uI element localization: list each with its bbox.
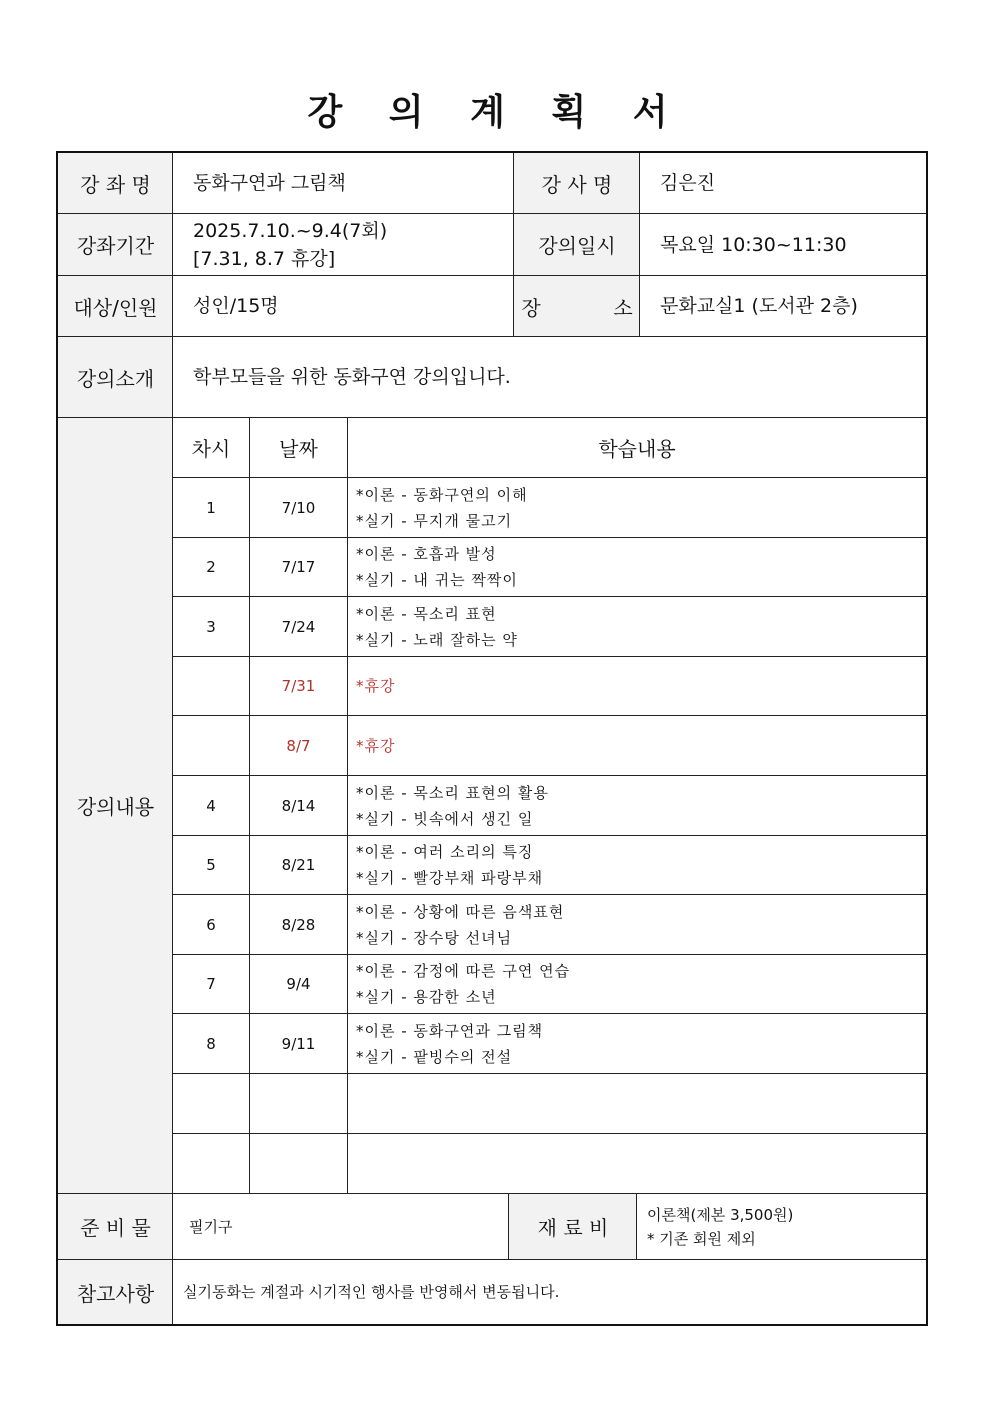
schedule-value: 목요일 10:30~11:30 bbox=[660, 233, 847, 256]
lesson-date bbox=[250, 1134, 347, 1192]
lesson-content bbox=[348, 478, 926, 537]
intro-value: 학부모들을 위한 동화구연 강의입니다. bbox=[193, 366, 511, 388]
label-schedule: 강의일시 bbox=[514, 214, 640, 275]
grid-line-v bbox=[636, 1194, 637, 1259]
grid-line-h bbox=[58, 1193, 926, 1194]
lesson-line1: *이론 - 호흡과 발성 bbox=[356, 545, 497, 563]
lesson-session: 4 bbox=[206, 796, 216, 815]
grid-line-v bbox=[347, 418, 348, 1193]
grid-line-h bbox=[173, 954, 926, 955]
target-value: 성인/15명 bbox=[193, 295, 279, 317]
grid-line-h bbox=[173, 537, 926, 538]
lesson-date: 9/4 bbox=[286, 975, 311, 993]
lesson-session bbox=[173, 716, 249, 775]
lesson-line2: *실기 - 용감한 소년 bbox=[356, 988, 497, 1006]
grid-line-v bbox=[513, 153, 514, 336]
lesson-line1: *이론 - 감정에 따른 구연 연습 bbox=[356, 962, 571, 980]
grid-line-h bbox=[173, 835, 926, 836]
grid-line-h bbox=[173, 775, 926, 776]
lesson-line1: *이론 - 여러 소리의 특징 bbox=[356, 843, 534, 861]
label-content: 강의내용 bbox=[58, 418, 173, 1193]
grid-line-v bbox=[249, 418, 250, 1193]
material-fee-line1: 이론책(제본 3,500원) bbox=[647, 1205, 794, 1224]
grid-line-h bbox=[58, 417, 926, 418]
lesson-line2: *실기 - 팥빙수의 전설 bbox=[356, 1047, 513, 1066]
grid-line-h bbox=[58, 1259, 926, 1260]
lesson-content bbox=[348, 836, 926, 894]
lesson-session bbox=[173, 1134, 249, 1192]
lesson-line1: *휴강 bbox=[356, 736, 396, 755]
place-value: 문화교실1 (도서관 2층) bbox=[660, 295, 858, 317]
lesson-content bbox=[348, 597, 926, 656]
label-supplies: 준 비 물 bbox=[58, 1194, 173, 1259]
header-content: 학습내용 bbox=[598, 437, 676, 461]
instructor-value: 김은진 bbox=[660, 172, 716, 194]
notes-value: 실기동화는 계절과 시기적인 행사를 반영해서 변동됩니다. bbox=[183, 1283, 560, 1301]
grid-line-v bbox=[508, 1194, 509, 1259]
grid-line-h bbox=[173, 1133, 926, 1134]
lesson-session: 1 bbox=[206, 498, 216, 517]
grid-line-h bbox=[58, 275, 926, 276]
lesson-content bbox=[348, 657, 926, 715]
lesson-date: 8/14 bbox=[281, 796, 316, 815]
lesson-date: 9/11 bbox=[281, 1034, 316, 1053]
lesson-date bbox=[250, 1074, 347, 1133]
grid-line-h bbox=[58, 213, 926, 214]
lesson-content bbox=[348, 538, 926, 596]
header-date: 날짜 bbox=[279, 437, 318, 461]
lesson-date: 7/10 bbox=[281, 498, 316, 517]
label-material-fee: 재 료 비 bbox=[509, 1194, 637, 1259]
grid-line-h bbox=[58, 336, 926, 337]
period-line2: [7.31, 8.7 휴강] bbox=[193, 247, 336, 270]
lesson-date: 7/17 bbox=[281, 558, 316, 576]
lesson-session: 2 bbox=[206, 558, 216, 576]
lesson-session bbox=[173, 657, 249, 715]
lesson-line2: *실기 - 무지개 물고기 bbox=[356, 511, 513, 530]
label-instructor: 강 사 명 bbox=[514, 153, 640, 213]
grid-line-h bbox=[173, 1073, 926, 1074]
lesson-session: 6 bbox=[206, 915, 216, 934]
lesson-line1: *이론 - 동화구연과 그림책 bbox=[356, 1021, 544, 1040]
lesson-session: 8 bbox=[206, 1034, 216, 1053]
lesson-content bbox=[348, 776, 926, 835]
grid-line-h bbox=[173, 715, 926, 716]
lesson-date: 7/24 bbox=[281, 617, 316, 636]
lesson-line1: *이론 - 목소리 표현 bbox=[356, 604, 497, 623]
grid-line-v bbox=[172, 153, 173, 1324]
lesson-line1: *이론 - 목소리 표현의 활용 bbox=[356, 783, 549, 802]
period-value bbox=[173, 214, 513, 275]
label-intro: 강의소개 bbox=[58, 337, 173, 417]
label-course-name: 강 좌 명 bbox=[58, 153, 173, 213]
lesson-session: 5 bbox=[206, 856, 216, 874]
lesson-line2: *실기 - 노래 잘하는 약 bbox=[356, 630, 518, 649]
grid-line-h bbox=[173, 656, 926, 657]
lesson-line2: *실기 - 장수탕 선녀님 bbox=[356, 928, 513, 947]
grid-line-v bbox=[639, 153, 640, 336]
lesson-session bbox=[173, 1074, 249, 1133]
course-name-value: 동화구연과 그림책 bbox=[193, 172, 346, 194]
lesson-content bbox=[348, 716, 926, 775]
lesson-line1: *휴강 bbox=[356, 677, 396, 695]
lesson-content bbox=[348, 1014, 926, 1073]
lesson-session: 7 bbox=[206, 975, 216, 993]
page-title: 강 의 계 획 서 bbox=[307, 92, 685, 133]
grid-line-h bbox=[173, 894, 926, 895]
lesson-content bbox=[348, 955, 926, 1013]
grid-line-h bbox=[173, 1013, 926, 1014]
label-period: 강좌기간 bbox=[58, 214, 173, 275]
label-target: 대상/인원 bbox=[58, 276, 173, 336]
lesson-line1: *이론 - 동화구연의 이해 bbox=[356, 485, 528, 504]
grid-line-h bbox=[173, 477, 926, 478]
lesson-session: 3 bbox=[206, 617, 216, 636]
lesson-line2: *실기 - 빨강부채 파랑부채 bbox=[356, 869, 544, 887]
label-notes: 참고사항 bbox=[58, 1260, 173, 1324]
supplies-value: 필기구 bbox=[189, 1217, 233, 1236]
lesson-date: 7/31 bbox=[281, 677, 316, 695]
lesson-content bbox=[348, 1134, 926, 1192]
header-session: 차시 bbox=[191, 437, 231, 461]
lesson-content bbox=[348, 1074, 926, 1133]
lesson-line2: *실기 - 빗속에서 생긴 일 bbox=[356, 809, 534, 828]
material-fee-line2: * 기존 회원 제외 bbox=[647, 1229, 756, 1248]
lesson-date: 8/21 bbox=[281, 856, 316, 874]
lesson-date: 8/28 bbox=[281, 915, 316, 934]
lesson-line1: *이론 - 상황에 따른 음색표현 bbox=[356, 902, 565, 921]
lesson-line2: *실기 - 내 귀는 짝짝이 bbox=[356, 571, 518, 589]
material-fee-value bbox=[637, 1194, 926, 1259]
period-line1: 2025.7.10.~9.4(7회) bbox=[193, 219, 388, 242]
grid-line-h bbox=[173, 596, 926, 597]
label-place: 장 소 bbox=[514, 276, 640, 336]
lesson-content bbox=[348, 895, 926, 954]
lesson-date: 8/7 bbox=[286, 736, 311, 755]
